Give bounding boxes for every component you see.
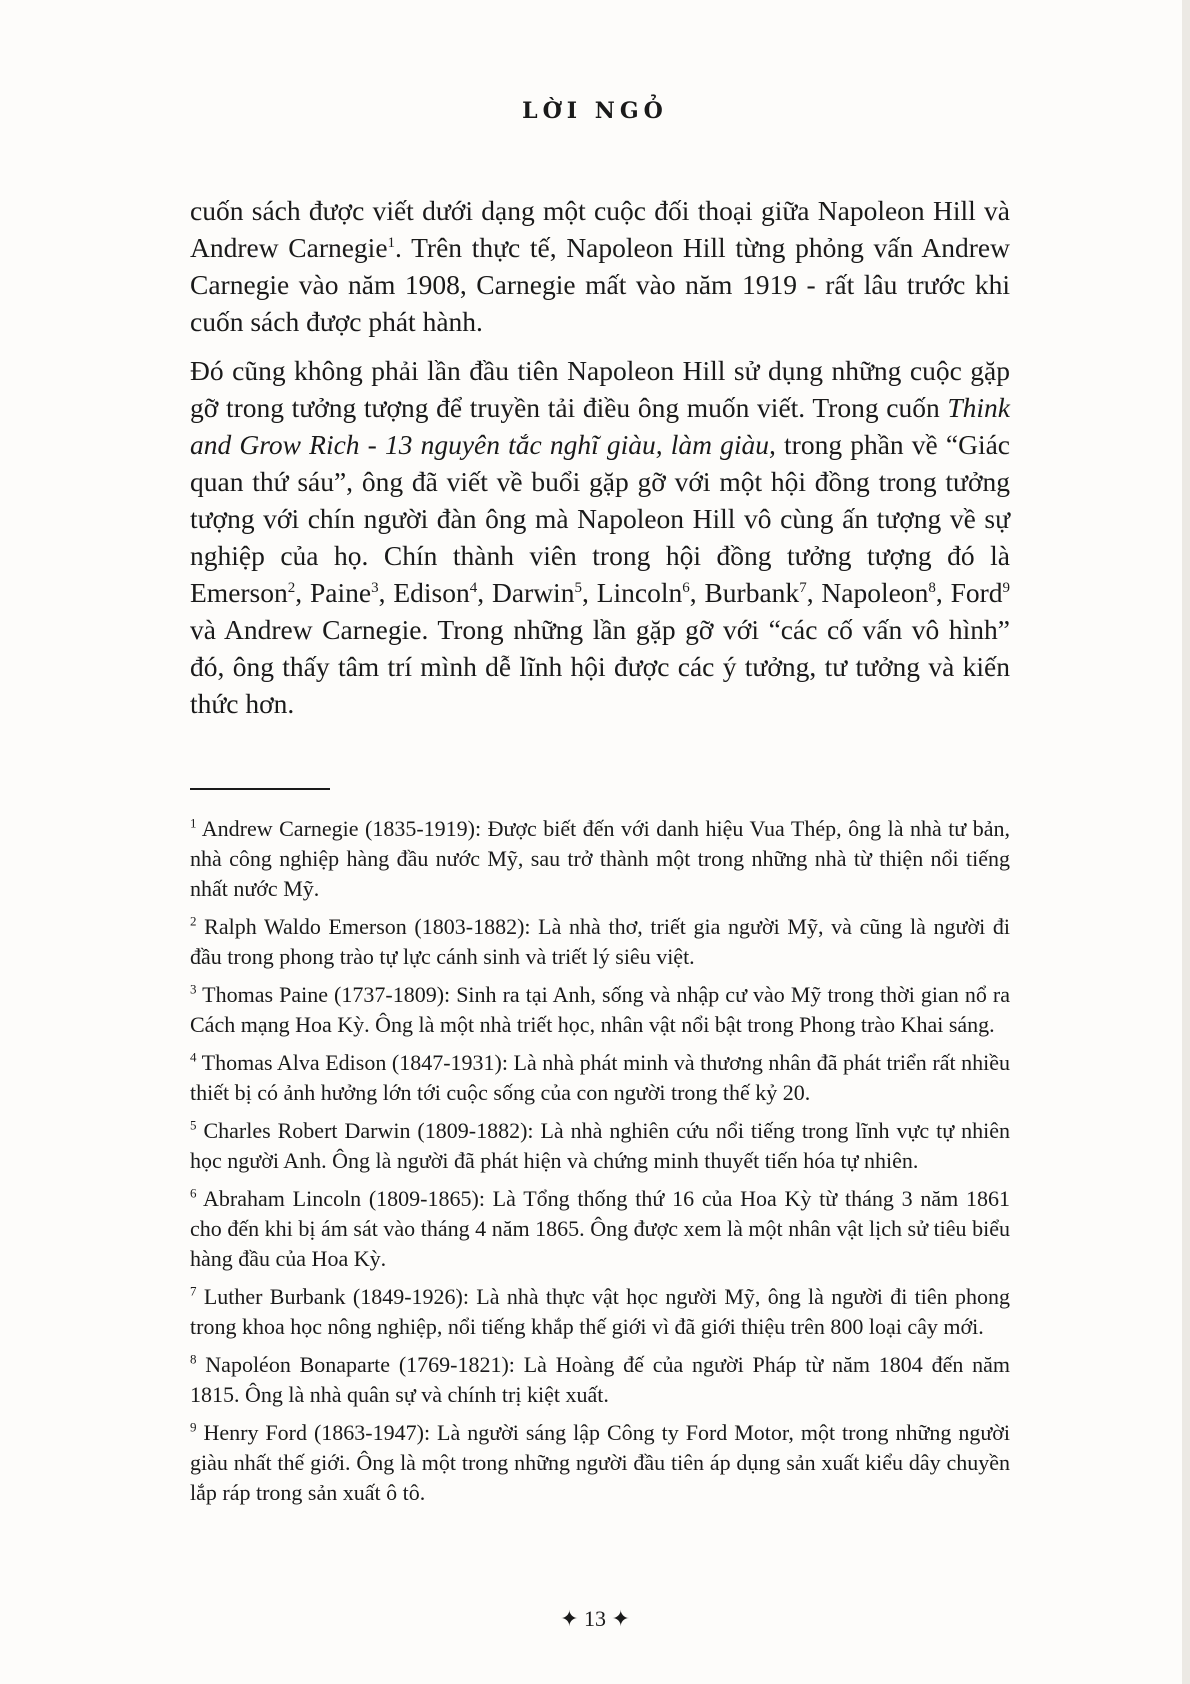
footnote-8 bbox=[190, 1350, 1010, 1410]
footnote-9 bbox=[190, 1418, 1010, 1508]
name-separator: , bbox=[378, 577, 394, 608]
advisor-name: Emerson bbox=[190, 577, 288, 608]
advisor-name: Paine bbox=[310, 577, 372, 608]
name-separator: , bbox=[689, 577, 705, 608]
footnote-ref: 4 bbox=[469, 579, 478, 596]
footnote-number: 3 bbox=[190, 981, 197, 997]
footnote-number: 4 bbox=[190, 1049, 197, 1065]
footnote-ref: 8 bbox=[928, 579, 936, 596]
footnote-text: Napoléon Bonaparte (1769-1821): Là Hoàng đế của người Pháp từ năm 1804 đến năm 1815. Ông là nhà quân sự và chính trị kiệt xuất. bbox=[190, 1352, 1010, 1407]
footnote-5 bbox=[190, 1116, 1010, 1176]
paragraph-2 bbox=[190, 352, 1010, 722]
advisor-name: Darwin bbox=[491, 577, 575, 608]
footnote-number: 6 bbox=[190, 1185, 197, 1201]
footnote-number: 5 bbox=[190, 1117, 197, 1133]
footnote-divider bbox=[190, 788, 330, 790]
chapter-header: LỜI NGỎ bbox=[522, 98, 668, 124]
footnote-number: 1 bbox=[190, 815, 197, 831]
footnote-ref: 6 bbox=[682, 579, 690, 596]
footnote-ref: 2 bbox=[287, 579, 296, 596]
main-text bbox=[190, 192, 1010, 734]
advisor-name: Burbank bbox=[704, 577, 800, 608]
footnote-text: Thomas Paine (1737-1809): Sinh ra tại Anh, sống và nhập cư vào Mỹ trong thời gian nổ ra Cách mạng Hoa Kỳ. Ông là một nhà triết học, nhân vật nổi bật trong Phong trào Khai sáng. bbox=[190, 982, 1010, 1037]
footnote-number: 9 bbox=[190, 1419, 197, 1435]
paragraph-1-text-b: . Trên thực tế, Napoleon Hill từng phỏng vấn Andrew Carnegie vào năm 1908, Carnegie mất vào năm 1919 - rất lâu trước khi cuốn sách được phát hành. bbox=[190, 232, 1010, 337]
paragraph-2-text-a: Đó cũng không phải lần đầu tiên Napoleon Hill sử dụng những cuộc gặp gỡ trong tưởng tượng để truyền tải điều ông muốn viết. Trong cuốn bbox=[190, 355, 1010, 423]
footnote-ref: 5 bbox=[574, 579, 582, 596]
footnote-ref-1: 1 bbox=[387, 234, 396, 251]
page-edge bbox=[1182, 0, 1190, 1684]
footnote-text: Thomas Alva Edison (1847-1931): Là nhà phát minh và thương nhân đã phát triển rất nhiều thiết bị có ảnh hưởng lớn tới cuộc sống của con người trong thế kỷ 20. bbox=[190, 1050, 1011, 1105]
advisor-name: Napoleon bbox=[821, 577, 929, 608]
footnote-2 bbox=[190, 912, 1010, 972]
page-number: ✦ 13 ✦ bbox=[560, 1606, 630, 1631]
footnote-number: 8 bbox=[190, 1351, 197, 1367]
name-separator: , bbox=[806, 577, 822, 608]
footnotes bbox=[190, 814, 1010, 1516]
footnote-text: Luther Burbank (1849-1926): Là nhà thực vật học người Mỹ, ông là người đi tiên phong trong khoa học nông nghiệp, nổi tiếng khắp thế giới vì đã giới thiệu trên 800 loại cây mới. bbox=[190, 1284, 1010, 1339]
footnote-3 bbox=[190, 980, 1010, 1040]
footnote-7 bbox=[190, 1282, 1010, 1342]
advisor-name: Lincoln bbox=[596, 577, 683, 608]
name-separator: , bbox=[477, 577, 492, 608]
paragraph-2-text-c: và Andrew Carnegie. Trong những lần gặp gỡ với “các cố vấn vô hình” đó, ông thấy tâm trí mình dễ lĩnh hội được các ý tưởng, tư tưởng và kiến thức hơn. bbox=[190, 614, 1010, 719]
footnote-text: Ralph Waldo Emerson (1803-1882): Là nhà thơ, triết gia người Mỹ, và cũng là người đi đầu trong phong trào tự lực cánh sinh và triết lý siêu việt. bbox=[190, 914, 1011, 969]
book-title: Think and Grow Rich - 13 nguyên tắc nghĩ giàu, làm giàu, bbox=[190, 392, 1010, 460]
advisor-name: Ford bbox=[950, 577, 1003, 608]
footnote-text: Charles Robert Darwin (1809-1882): Là nhà nghiên cứu nổi tiếng trong lĩnh vực tự nhiên học người Anh. Ông là người đã phát hiện và chứng minh thuyết tiến hóa tự nhiên. bbox=[190, 1118, 1010, 1173]
footnote-ref: 7 bbox=[799, 579, 807, 596]
advisor-names bbox=[190, 577, 1010, 608]
footnote-text: Abraham Lincoln (1809-1865): Là Tổng thống thứ 16 của Hoa Kỳ từ tháng 3 năm 1861 cho đến khi bị ám sát vào tháng 4 năm 1865. Ông được xem là một nhân vật lịch sử tiêu biểu hàng đầu của Hoa Kỳ. bbox=[190, 1186, 1010, 1271]
footnote-number: 2 bbox=[190, 913, 197, 929]
paragraph-2-text-b: trong phần về “Giác quan thứ sáu”, ông đã viết về buổi gặp gỡ với một hội đồng trong tưởng tượng với chín người đàn ông mà Napoleon Hill vô cùng ấn tượng về sự nghiệp của họ. Chín thành viên trong hội đồng tưởng tượng đó là bbox=[190, 429, 1010, 571]
footnote-ref: 3 bbox=[371, 579, 379, 596]
footnote-1 bbox=[190, 814, 1010, 904]
advisor-name: Edison bbox=[393, 577, 470, 608]
footnote-ref: 9 bbox=[1002, 579, 1011, 596]
footnote-6 bbox=[190, 1184, 1010, 1274]
paragraph-1 bbox=[190, 192, 1010, 340]
name-separator: , bbox=[295, 577, 310, 608]
footnote-text: Henry Ford (1863-1947): Là người sáng lập Công ty Ford Motor, một trong những người giàu nhất thế giới. Ông là một trong những người đầu tiên áp dụng sản xuất kiểu dây chuyền lắp ráp trong sản xuất ô tô. bbox=[190, 1420, 1011, 1505]
footnote-text: Andrew Carnegie (1835-1919): Được biết đến với danh hiệu Vua Thép, ông là nhà tư bản, nhà công nghiệp hàng đầu nước Mỹ, sau trở thành một trong những nhà từ thiện nổi tiếng nhất nước Mỹ. bbox=[190, 816, 1010, 901]
name-separator: , bbox=[581, 577, 597, 608]
paragraph-1-text-a: cuốn sách được viết dưới dạng một cuộc đối thoại giữa Napoleon Hill và Andrew Carnegie bbox=[190, 195, 1010, 263]
footnote-number: 7 bbox=[190, 1283, 197, 1299]
name-separator: , bbox=[935, 577, 951, 608]
footnote-4 bbox=[190, 1048, 1010, 1108]
